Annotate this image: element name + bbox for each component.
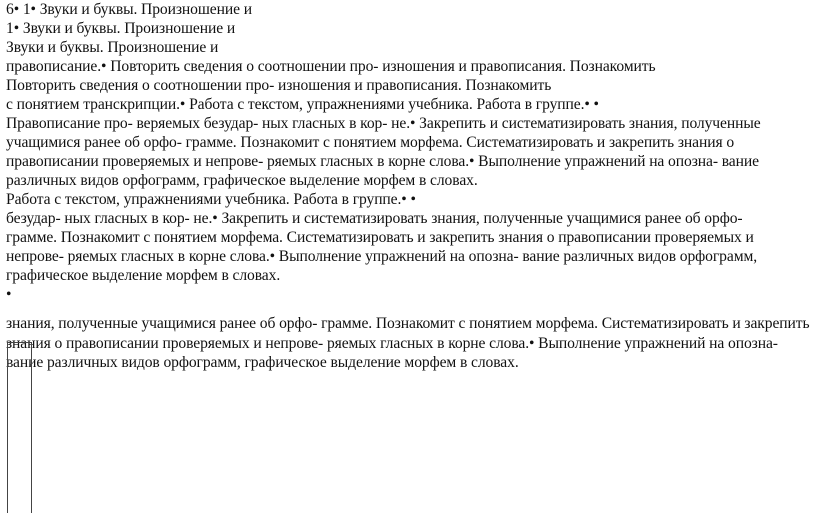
document-body (6, 0, 814, 373)
text-line: 6• 1• Звуки и буквы. Произношение и (6, 1, 252, 18)
text-line: различных видов орфограмм, графическое выделение морфем в словах. (6, 172, 478, 189)
text-line: непрове- ряемых гласных в корне слова.• Выполнение упражнений на опозна- вание различных видов орфограмм, (6, 248, 758, 265)
text-line: грамме. Познакомит с понятием морфема. Систематизировать и закрепить знания о правописании проверяемых и (6, 229, 754, 246)
table-cell-border (7, 342, 32, 513)
spacer (6, 304, 814, 314)
text-line: Звуки и буквы. Произношение и (6, 39, 219, 56)
text-line: Правописание про- веряемых безудар- ных гласных в кор- не.• Закрепить и систематизировать знания, полученные (6, 115, 761, 132)
text-line: правописание.• Повторить сведения о соотношении про- изношения и правописания. Познакомить (6, 58, 656, 75)
text-line: Работа с текстом, упражнениями учебника. Работа в группе.• • (6, 191, 416, 208)
bullet-line: • (6, 286, 12, 303)
text-line: графическое выделение морфем в словах. (6, 267, 281, 284)
text-line: Повторить сведения о соотношении про- изношения и правописания. Познакомить (6, 77, 552, 94)
text-line: с понятием транскрипции.• Работа с текстом, упражнениями учебника. Работа в группе.• • (6, 96, 599, 113)
text-line: учащимися ранее об орфо- грамме. Познакомит с понятием морфема. Систематизировать и закрепить знания о (6, 134, 735, 151)
text-line: 1• Звуки и буквы. Произношение и (6, 20, 236, 37)
text-line: правописании проверяемых и непрове- ряемых гласных в корне слова.• Выполнение упражнений на опозна- вание (6, 153, 759, 170)
text-line: безудар- ных гласных в кор- не.• Закрепить и систематизировать знания, полученные учащимися ранее об орфо- (6, 210, 743, 227)
final-paragraph: знания, полученные учащимися ранее об орфо- грамме. Познакомит с понятием морфема. Систематизировать и закрепить знания о правописании проверяемых и непрове- ряемых гласных в корне слова.• Выполнение упражнений на опозна- вание различных видов орфограмм, графическое выделение морфем в словах. (6, 315, 810, 371)
